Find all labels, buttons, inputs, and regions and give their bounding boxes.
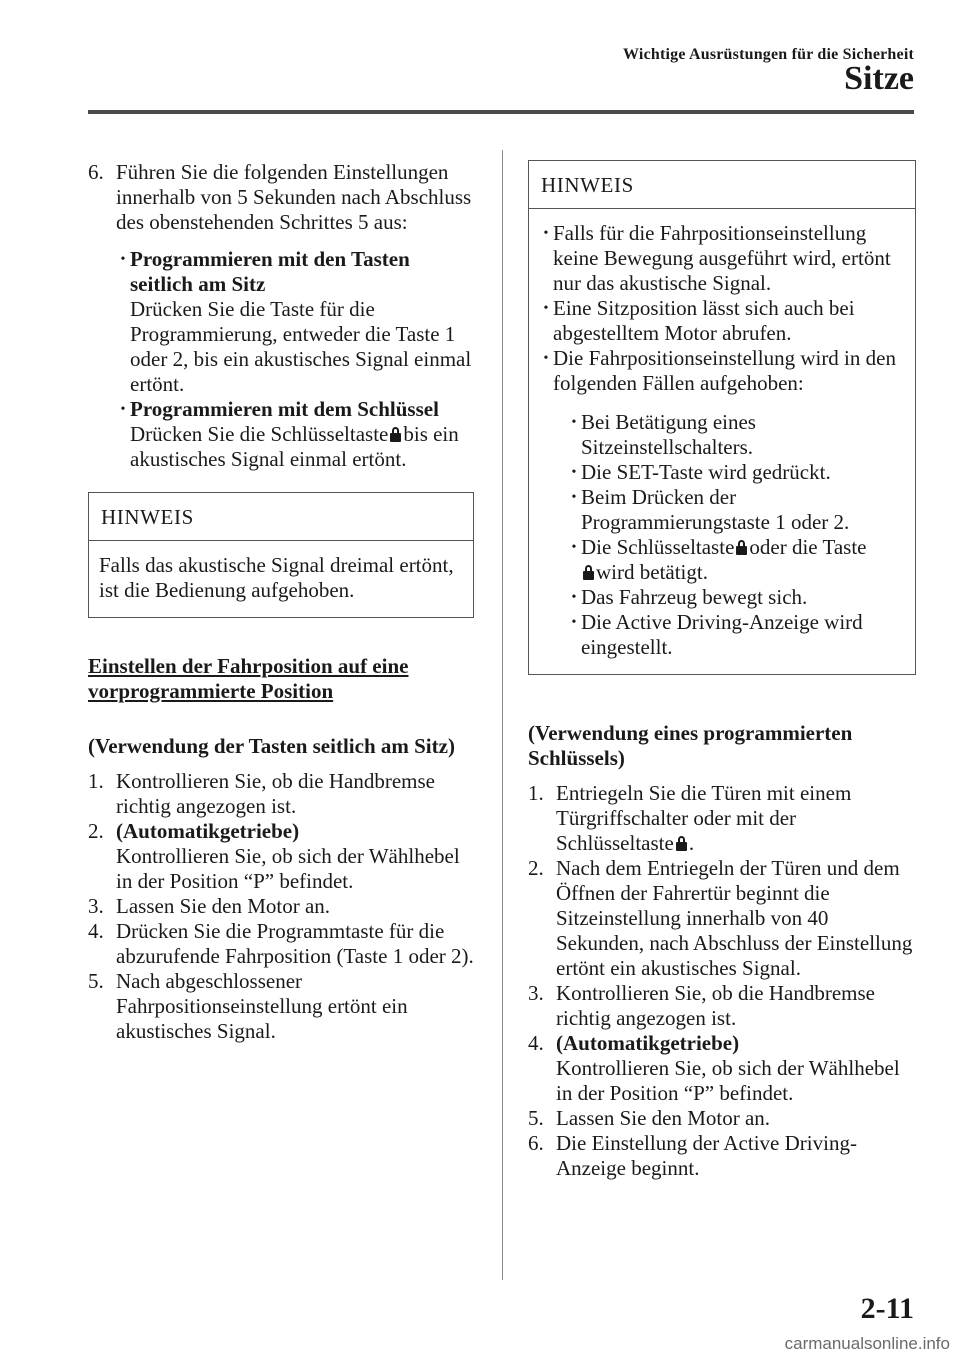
list-item: • Die Schlüsseltaste oder die Taste wird betätigt.	[571, 535, 867, 584]
list-item: 5. Lassen Sie den Motor an.	[528, 1106, 771, 1130]
left-column	[88, 160, 474, 1044]
step-6: 6. Führen Sie die folgenden Einstellungen innerhalb von 5 Sekunden nach Abschluss des obenstehenden Schrittes 5 aus: • Programmieren mit den Tasten seitlich am Sitz Drücken Sie die Taste für die Programmierung, entweder die Taste 1 oder 2, bis ein akustisches Signal einmal ertönt. • Programmieren mit dem Schlüssel Drücken Sie die Schlüsseltaste bis ein akustisches Signal einmal ertönt.	[88, 160, 474, 472]
bullet-text-buttons: Drücken Sie die Taste für die Programmierung, entweder die Taste 1 oder 2, bis ein akustisches Signal einmal ertönt.	[130, 297, 472, 396]
list-item: 6. Die Einstellung der Active Driving-Anzeige beginnt.	[528, 1131, 857, 1180]
lock-icon	[736, 540, 747, 555]
header-rule	[88, 110, 914, 114]
sub-heading-key: (Verwendung eines programmierten Schlüssels)	[528, 721, 853, 770]
list-item: 4. (Automatikgetriebe) Kontrollieren Sie, ob sich der Wählhebel in der Position “P” befindet.	[528, 1031, 900, 1105]
section-title: Wichtige Ausrüstungen für die Sicherheit	[623, 46, 914, 63]
unlock-icon	[676, 836, 687, 851]
bullet-title-buttons: Programmieren mit den Tasten seitlich am Sitz	[130, 247, 410, 296]
list-item: • Das Fahrzeug bewegt sich.	[571, 585, 808, 609]
bullet-title-key: Programmieren mit dem Schlüssel	[130, 397, 439, 421]
list-item: 4. Drücken Sie die Programmtaste für die abzurufende Fahrposition (Taste 1 oder 2).	[88, 919, 474, 968]
watermark: carmanualsonline.info	[784, 1334, 950, 1353]
list-item: • Eine Sitzposition lässt sich auch bei abgestelltem Motor abrufen.	[543, 296, 855, 345]
column-divider	[502, 150, 503, 1280]
page-number: 2-11	[860, 1292, 914, 1325]
note-box-right	[528, 160, 916, 675]
unlock-icon	[583, 565, 594, 580]
list-item: • Die SET-Taste wird gedrückt.	[571, 460, 831, 484]
list-item: 3. Lassen Sie den Motor an.	[88, 894, 331, 918]
list-item: 1. Kontrollieren Sie, ob die Handbremse richtig angezogen ist.	[88, 769, 435, 818]
list-item: 3. Kontrollieren Sie, ob die Handbremse richtig angezogen ist.	[528, 981, 875, 1030]
steps-key	[528, 781, 916, 1181]
list-item: • Bei Betätigung eines Sitzeinstellschalters.	[571, 410, 756, 459]
list-item: 2. (Automatikgetriebe) Kontrollieren Sie, ob sich der Wählhebel in der Position “P” befindet.	[88, 819, 460, 893]
page-title: Sitze	[844, 60, 914, 97]
sub-heading-buttons: (Verwendung der Tasten seitlich am Sitz)	[88, 734, 455, 758]
section-heading: Einstellen der Fahrposition auf eine vorprogrammierte Position	[88, 654, 409, 703]
bullet-key: • Programmieren mit dem Schlüssel Drücken Sie die Schlüsseltaste bis ein akustisches Signal einmal ertönt.	[116, 397, 474, 472]
list-item: 1. Entriegeln Sie die Türen mit einem Türgriffschalter oder mit der Schlüsseltaste .	[528, 781, 852, 855]
list-item: • Die Fahrpositionseinstellung wird in den folgenden Fällen aufgehoben:	[543, 346, 896, 395]
step-6-text: Führen Sie die folgenden Einstellungen innerhalb von 5 Sekunden nach Abschluss des obenstehenden Schrittes 5 aus:	[116, 160, 472, 234]
list-item: • Die Active Driving-Anzeige wird eingestellt.	[571, 610, 863, 659]
list-item: • Falls für die Fahrpositionseinstellung keine Bewegung ausgeführt wird, ertönt nur das akustische Signal.	[543, 221, 891, 295]
note-heading: HINWEIS	[529, 161, 915, 209]
list-item: 5. Nach abgeschlossener Fahrpositionseinstellung ertönt ein akustisches Signal.	[88, 969, 408, 1043]
list-item: • Beim Drücken der Programmierungstaste 1 oder 2.	[571, 485, 850, 534]
note-body: Falls das akustische Signal dreimal ertönt, ist die Bedienung aufgehoben.	[99, 553, 454, 602]
lock-icon	[390, 427, 401, 442]
bullet-buttons: • Programmieren mit den Tasten seitlich am Sitz Drücken Sie die Taste für die Programmierung, entweder die Taste 1 oder 2, bis ein akustisches Signal einmal ertönt.	[116, 247, 474, 397]
right-column	[528, 160, 916, 1181]
list-item: 2. Nach dem Entriegeln der Türen und dem Öffnen der Fahrertür beginnt die Sitzeinstellung innerhalb von 40 Sekunden, nach Abschluss der Einstellung ertönt ein akustisches Signal.	[528, 856, 913, 980]
note-heading: HINWEIS	[89, 493, 473, 541]
steps-buttons	[88, 769, 474, 1044]
note-box-left	[88, 492, 474, 618]
